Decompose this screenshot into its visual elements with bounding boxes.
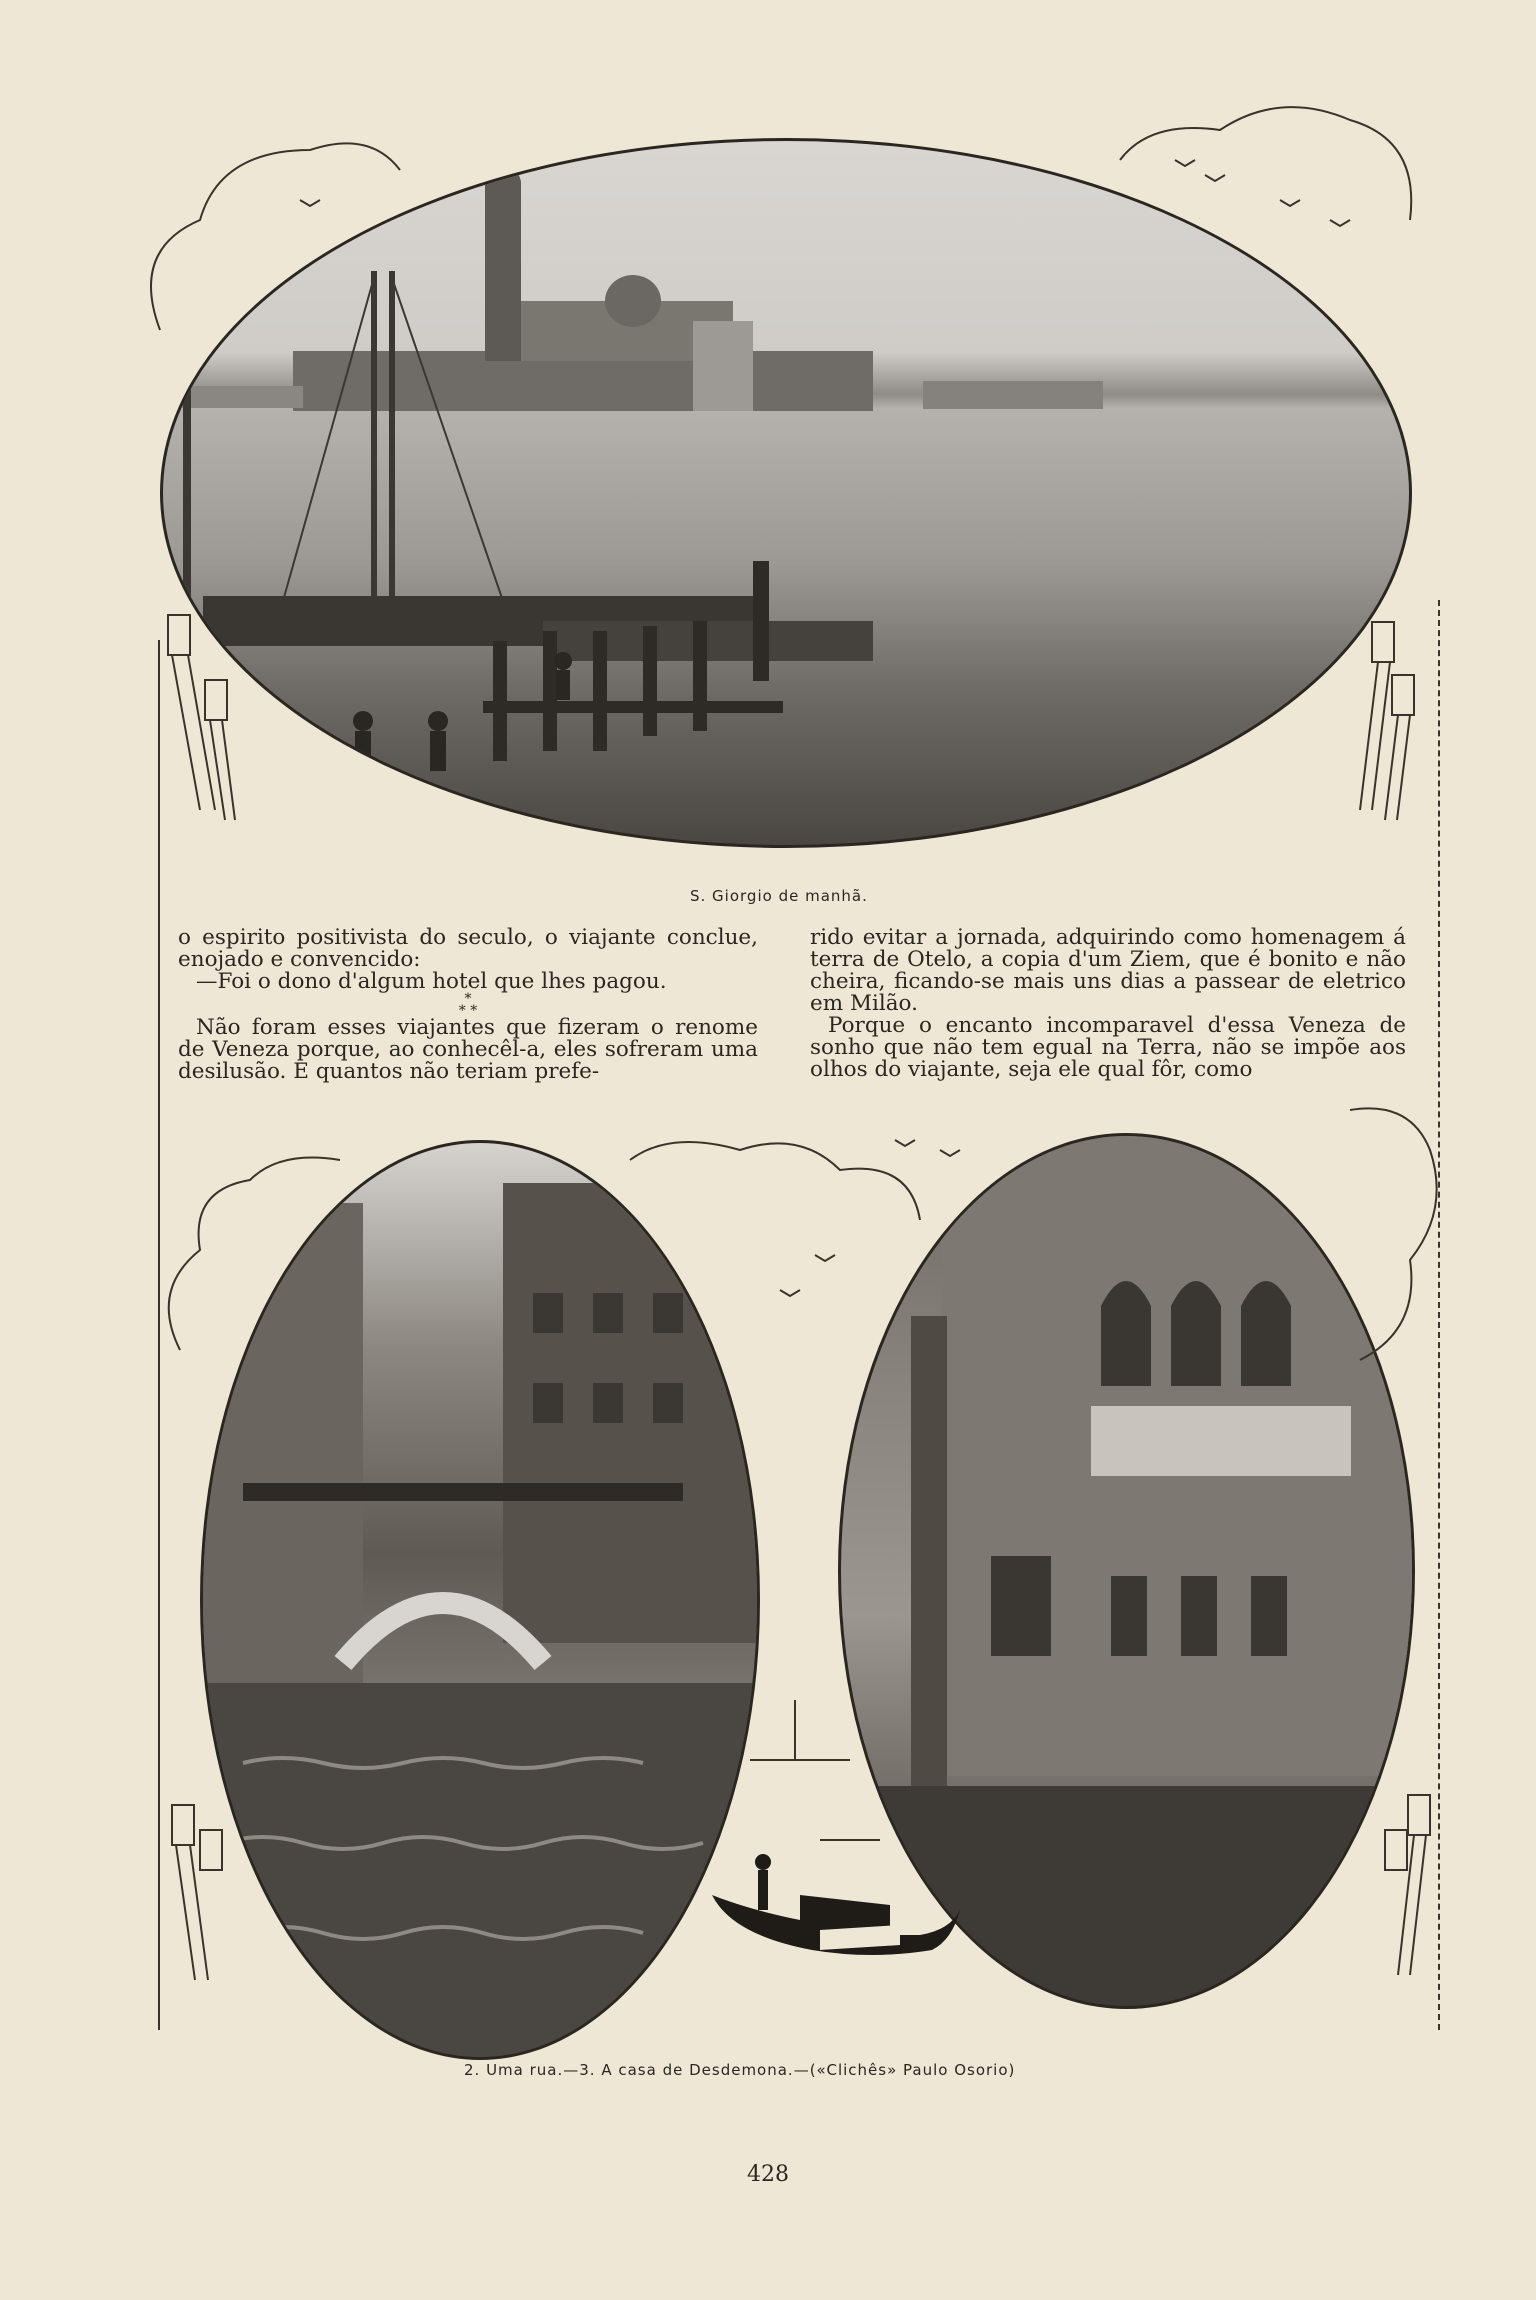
paragraph: rido evitar a jornada, adquirindo como homenagem á terra de Otelo, a copia d'um Ziem, que é bonito e não cheira, ficando-se mais uns dias a passear de eletrico em Milão. [810,925,1406,1016]
left-text-column [178,927,758,1083]
right-text-column [810,927,1406,1081]
asterism: * [464,991,472,1007]
page-number: 428 [747,2162,789,2187]
caption-bottom-photos: 2. Uma rua.—3. A casa de Desdemona.—(«Clichês» Paulo Osorio) [464,2061,1016,2079]
paragraph: Não foram esses viajantes que fizeram o renome de Veneza porque, ao conhecêl-a, eles sofreram uma desilusão. E quantos não teriam prefe- [178,1015,758,1084]
paragraph: —Foi o dono d'algum hotel que lhes pagou. [196,969,667,994]
paragraph: Porque o encanto incomparavel d'essa Veneza de sonho que não tem egual na Terra, não se impõe aos olhos do viajante, seja ele qual fôr, como [810,1013,1406,1082]
caption-san-giorgio: S. Giorgio de manhã. [690,887,868,905]
asterism: * * [458,1003,478,1019]
paragraph: o espirito positivista do seculo, o viajante conclue, enojado e convencido: [178,925,758,972]
